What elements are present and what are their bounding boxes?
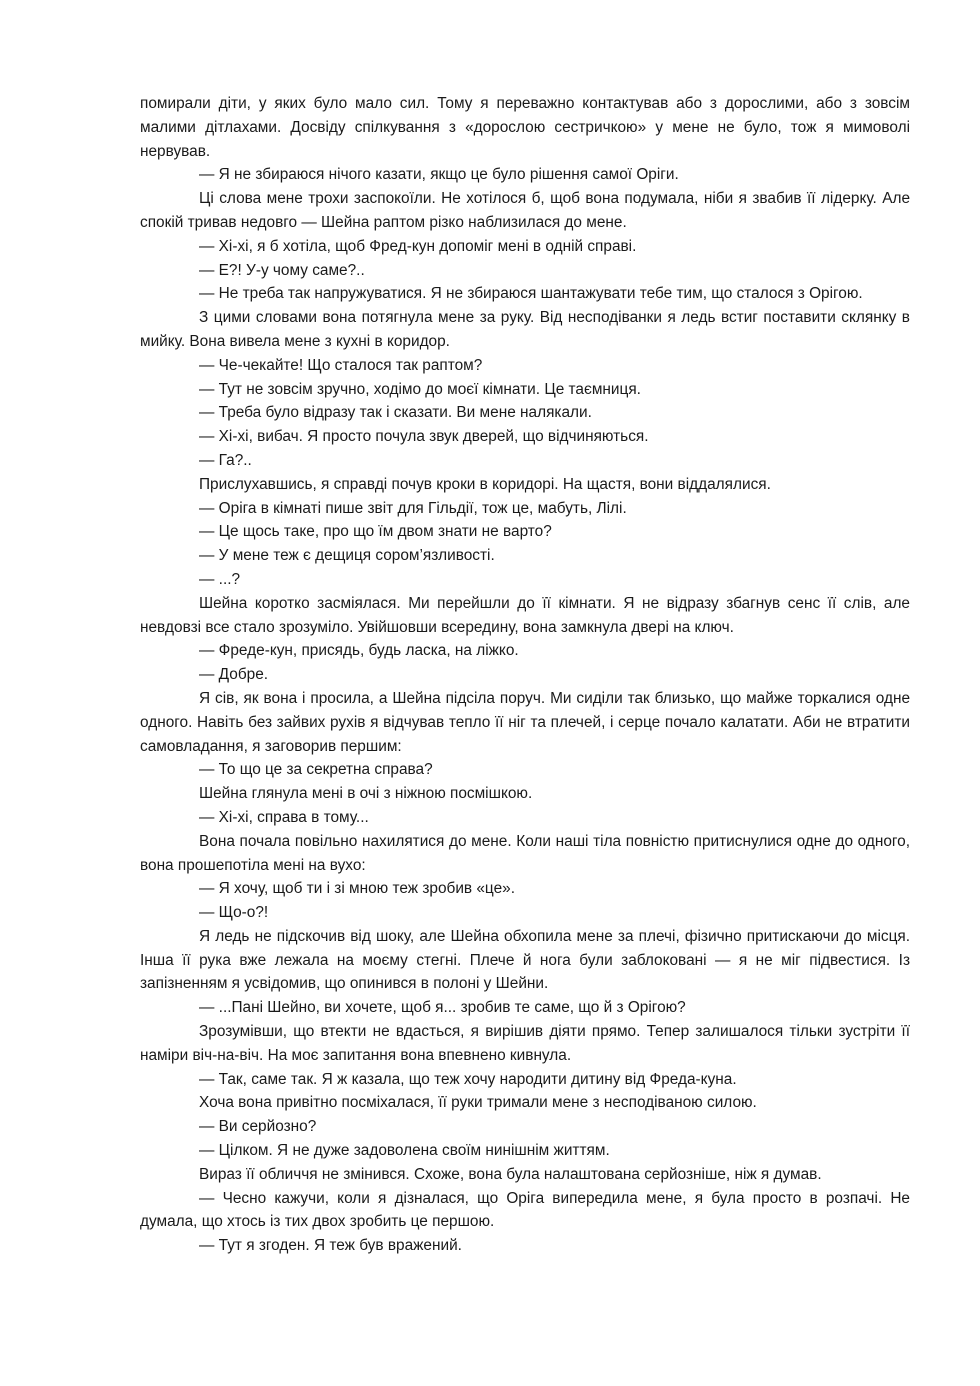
paragraph: — Че-чекайте! Що сталося так раптом? (199, 356, 483, 374)
paragraph: — Тут не зовсім зручно, ходімо до моєї кімнати. Це таємниця. (199, 380, 641, 398)
paragraph: Шейна глянула мені в очі з ніжною посмішкою. (199, 785, 533, 803)
paragraph: З цими словами вона потягнула мене за руку. Від несподіванки я ледь встиг поставити склянку в мийку. Вона вивела мене з кухні в коридор. (140, 309, 910, 350)
paragraph: — Хі-хі, справа в тому... (199, 808, 369, 826)
paragraph: — Цілком. Я не дуже задоволена своїм нинішнім життям. (199, 1142, 610, 1160)
paragraph: Шейна коротко засміялася. Ми перейшли до її кімнати. Я не відразу збагнув сенс її слів, але невдовзі все стало зрозуміло. Увійшовши всередину, вона замкнула двері на ключ. (140, 594, 910, 636)
paragraph: Хоча вона привітно посміхалася, її руки тримали мене з несподіваною силою. (199, 1094, 757, 1112)
paragraph: Вираз її обличчя не змінився. Схоже, вона була налаштована серйозніше, ніж я думав. (199, 1165, 822, 1183)
paragraph: Я сів, як вона і просила, а Шейна підсіла поруч. Ми сиділи так близько, що майже торкалися одне одного. Навіть без зайвих рухів я відчував тепло її ніг та плечей, і серце почало калатати. Аби не втратити самовладання, я заговорив першим: (140, 689, 910, 755)
document-page (140, 92, 910, 1258)
paragraph: Зрозумівши, що втекти не вдасться, я вирішив діяти прямо. Тепер залишалося тільки зустріти її наміри віч-на-віч. На моє запитання вона впевнено кивнула. (140, 1023, 910, 1064)
paragraph: помирали діти, у яких було мало сил. Тому я переважно контактував або з дорослими, або з зовсім малими дітлахами. Досвіду спілкування з «дорослою сестричкою» у мене не було, тож я мимоволі нервував. (140, 95, 910, 160)
paragraph: — Оріга в кімнаті пише звіт для Гільдії, тож це, мабуть, Лілі. (199, 499, 627, 517)
paragraph: — Га?.. (199, 451, 252, 469)
paragraph: — Чесно кажучи, коли я дізналася, що Оріга випередила мене, я була просто в розпачі. Не думала, що хтось із тих двох зробить це першою. (140, 1189, 910, 1231)
paragraph: — У мене теж є дещиця сором’язливості. (199, 547, 495, 565)
paragraph: — Так, саме так. Я ж казала, що теж хочу народити дитину від Фреда-куна. (199, 1070, 737, 1088)
paragraph: — Що-о?! (199, 904, 269, 922)
paragraph: — Це щось таке, про що їм двом знати не варто? (199, 523, 552, 541)
paragraph: — Е?! У-у чому саме?.. (199, 261, 365, 279)
paragraph: — Хі-хі, вибач. Я просто почула звук дверей, що відчиняються. (199, 428, 649, 446)
paragraph: — Добре. (199, 666, 269, 684)
paragraph: — Ви серйозно? (199, 1118, 317, 1136)
paragraph: — Не треба так напружуватися. Я не збираюся шантажувати тебе тим, що сталося з Орігою. (199, 285, 863, 303)
paragraph: — То що це за секретна справа? (199, 761, 433, 779)
paragraph: — ...Пані Шейно, ви хочете, щоб я... зробив те саме, що й з Орігою? (199, 999, 686, 1017)
paragraph: — ...? (199, 570, 241, 588)
paragraph: Вона почала повільно нахилятися до мене. Коли наші тіла повністю притиснулися одне до одного, вона прошепотіла мені на вухо: (140, 832, 910, 874)
paragraph: — Тут я згоден. Я теж був вражений. (199, 1237, 462, 1255)
paragraph: Я ледь не підскочив від шоку, але Шейна обхопила мене за плечі, фізично притискаючи до місця. Інша її рука вже лежала на моєму стегні. Плече й нога були заблоковані — я не міг підвестися. Із запізненням я усвідомив, що опинився в полоні у Шейни. (140, 927, 910, 993)
paragraph: — Фреде-кун, присядь, будь ласка, на ліжко. (199, 642, 519, 660)
paragraph: — Я хочу, щоб ти і зі мною теж зробив «це». (199, 880, 515, 898)
paragraph: — Треба було відразу так і сказати. Ви мене налякали. (199, 404, 592, 422)
paragraph: Ці слова мене трохи заспокоїли. Не хотілося б, щоб вона подумала, ніби я звабив її лідерку. Але спокій тривав недовго — Шейна раптом різко наблизилася до мене. (140, 190, 910, 231)
paragraph: — Хі-хі, я б хотіла, щоб Фред-кун допоміг мені в одній справі. (199, 237, 637, 255)
paragraph: Прислухавшись, я справді почув кроки в коридорі. На щастя, вони віддалялися. (199, 475, 771, 493)
paragraph: — Я не збираюся нічого казати, якщо це було рішення самої Оріги. (199, 166, 679, 184)
